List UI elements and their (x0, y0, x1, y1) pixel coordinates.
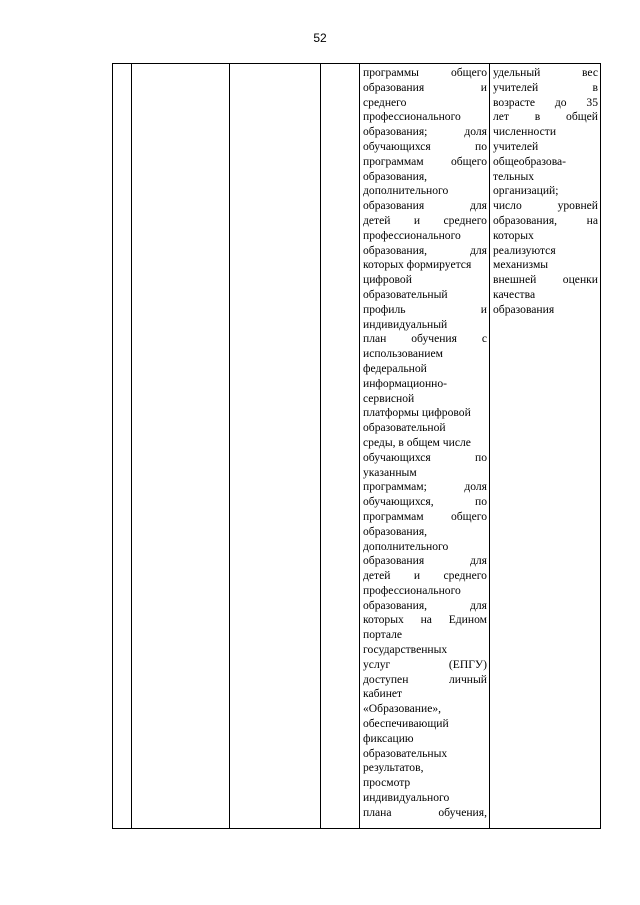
word: указанным (363, 465, 417, 479)
word: обучающихся (363, 450, 431, 464)
word: профессионального (363, 110, 461, 124)
word: личный (448, 672, 487, 686)
word: внешней (493, 273, 537, 287)
text-line (363, 776, 487, 791)
word: до (554, 95, 567, 109)
word: обучающихся, (363, 495, 434, 509)
word: образовательных (363, 746, 448, 760)
word: на (420, 613, 432, 627)
word: уровней (557, 199, 598, 213)
word: общего (450, 154, 487, 168)
word: среднего (363, 95, 407, 109)
text-line (363, 214, 487, 229)
word: тельных (493, 169, 535, 183)
text-line (493, 81, 598, 96)
word: в (534, 110, 541, 124)
word: образовательной (363, 421, 446, 435)
word: образования (493, 302, 555, 316)
word: образования, (363, 524, 428, 538)
text-line (493, 229, 598, 244)
text-line (363, 466, 487, 481)
word: образования, (363, 243, 428, 257)
word: вес (582, 66, 598, 79)
text-line (363, 421, 487, 436)
word: доступен (363, 672, 409, 686)
word: детей (363, 213, 391, 227)
word: фиксацию (363, 731, 414, 745)
text-line (363, 495, 487, 510)
word: образования (363, 554, 425, 568)
text-line (363, 170, 487, 185)
table-cell-3 (230, 64, 321, 829)
text-line (363, 628, 487, 643)
text-line (363, 258, 487, 273)
word: общего (450, 509, 487, 523)
text-line (493, 303, 598, 318)
word: учителей (493, 139, 539, 153)
word: государственных (363, 643, 448, 657)
word: программам (363, 154, 424, 168)
text-line (363, 569, 487, 584)
text-line (363, 125, 487, 140)
word: численности (493, 125, 557, 139)
table-cell-1 (113, 64, 132, 829)
text-line (493, 184, 598, 199)
text-line (363, 184, 487, 199)
text-line (363, 229, 487, 244)
word: удельный (493, 66, 541, 79)
word: доля (464, 480, 487, 494)
word: профессионального (363, 228, 461, 242)
word: детей (363, 569, 391, 583)
text-line (493, 155, 598, 170)
page-number: 52 (313, 31, 327, 45)
word: образования; (363, 125, 428, 139)
word: федеральной (363, 361, 427, 375)
table-cell-indicators (360, 64, 490, 829)
text-line (363, 362, 487, 377)
text-line (363, 540, 487, 555)
word: индивидуальный (363, 317, 448, 331)
text-line (493, 244, 598, 259)
word: среднего (443, 213, 487, 227)
word: обучающихся (363, 139, 431, 153)
text-line (363, 584, 487, 599)
text-line (493, 66, 598, 81)
text-line (363, 303, 487, 318)
text-line (363, 510, 487, 525)
word: 35 (586, 95, 598, 109)
word: по (474, 139, 487, 153)
table-cell-teachers (490, 64, 601, 829)
word: (ЕПГУ) (448, 657, 487, 671)
text-line (363, 81, 487, 96)
word: «Образование», (363, 702, 442, 716)
word: сервисной (363, 391, 415, 405)
word: и (413, 213, 421, 227)
indicators-table (112, 63, 601, 829)
word: образования, (363, 169, 428, 183)
text-line (363, 451, 487, 466)
word: общего (450, 66, 487, 79)
word: которых формируется (363, 258, 472, 272)
text-line (363, 318, 487, 333)
word: образования, (493, 213, 558, 227)
word: общей (566, 110, 598, 124)
word: программам; (363, 480, 427, 494)
text-line (363, 377, 487, 392)
word: и (480, 302, 487, 316)
word: организаций; (493, 184, 559, 198)
word: реализуются (493, 243, 556, 257)
text-line (363, 244, 487, 259)
text-line (363, 599, 487, 614)
word: дополнительного (363, 539, 449, 553)
word: и (480, 80, 487, 94)
word: учителей (493, 80, 539, 94)
word: для (469, 243, 487, 257)
text-line (493, 273, 598, 288)
text-line (493, 199, 598, 214)
word: образования, (363, 598, 428, 612)
word: портале (363, 628, 403, 642)
word: платформы цифровой (363, 406, 471, 420)
word: доля (464, 125, 487, 139)
word: просмотр (363, 776, 411, 790)
word: дополнительного (363, 184, 449, 198)
word: результатов, (363, 761, 424, 775)
table-cell-4 (321, 64, 360, 829)
text-line (493, 110, 598, 125)
text-line (363, 406, 487, 421)
word: для (469, 554, 487, 568)
word: программам (363, 509, 424, 523)
word: обучения, (438, 805, 487, 819)
text-line (363, 155, 487, 170)
word: в (592, 80, 598, 94)
word: для (469, 598, 487, 612)
text-line (493, 96, 598, 111)
text-line (363, 66, 487, 81)
word: использованием (363, 347, 443, 361)
text-line (363, 613, 487, 628)
text-line (363, 806, 487, 821)
table-row (113, 64, 601, 829)
text-line (493, 125, 598, 140)
word: и (413, 569, 421, 583)
table-cell-2 (132, 64, 230, 829)
text-line (363, 140, 487, 155)
word: по (474, 450, 487, 464)
word: профессионального (363, 583, 461, 597)
text-line (363, 347, 487, 362)
word: индивидуального (363, 791, 450, 805)
text-line (363, 480, 487, 495)
word: услуг (363, 657, 391, 671)
text-line (493, 214, 598, 229)
word: обеспечивающий (363, 717, 449, 731)
word: лет (493, 110, 509, 124)
word: цифровой (363, 273, 412, 287)
word: образования (363, 80, 425, 94)
text-line (363, 436, 487, 451)
word: оценки (562, 273, 598, 287)
text-line (363, 687, 487, 702)
text-line (363, 199, 487, 214)
word: образовательный (363, 287, 448, 301)
text-line (363, 288, 487, 303)
word: которых (363, 613, 404, 627)
text-line (493, 258, 598, 273)
text-line (363, 761, 487, 776)
text-line (363, 732, 487, 747)
text-line (363, 643, 487, 658)
word: профиль (363, 302, 406, 316)
word: образования (363, 199, 425, 213)
word: среднего (443, 569, 487, 583)
word: по (474, 495, 487, 509)
text-line (363, 332, 487, 347)
word: качества (493, 287, 536, 301)
word: плана (363, 805, 392, 819)
word: механизмы (493, 258, 549, 272)
text-line (363, 110, 487, 125)
word: информационно- (363, 376, 448, 390)
text-line (493, 288, 598, 303)
text-line (363, 673, 487, 688)
word: возрасте (493, 95, 536, 109)
text-line (363, 554, 487, 569)
text-line (363, 791, 487, 806)
text-line (363, 392, 487, 407)
word: на (586, 213, 598, 227)
word: среды, в общем числе (363, 435, 471, 449)
word: которых (493, 228, 534, 242)
word: план (363, 332, 387, 346)
word: Едином (448, 613, 487, 627)
text-line (363, 273, 487, 288)
word: кабинет (363, 687, 403, 701)
word: программы (363, 66, 419, 79)
word: с (481, 332, 487, 346)
text-line (493, 170, 598, 185)
text-line (363, 717, 487, 732)
text-line (363, 96, 487, 111)
text-line (363, 658, 487, 673)
word: общеобразова- (493, 154, 567, 168)
word: число (493, 199, 522, 213)
word: обучения (411, 332, 457, 346)
text-line (363, 702, 487, 717)
text-line (493, 140, 598, 155)
word: для (469, 199, 487, 213)
text-line (363, 525, 487, 540)
text-line (363, 747, 487, 762)
